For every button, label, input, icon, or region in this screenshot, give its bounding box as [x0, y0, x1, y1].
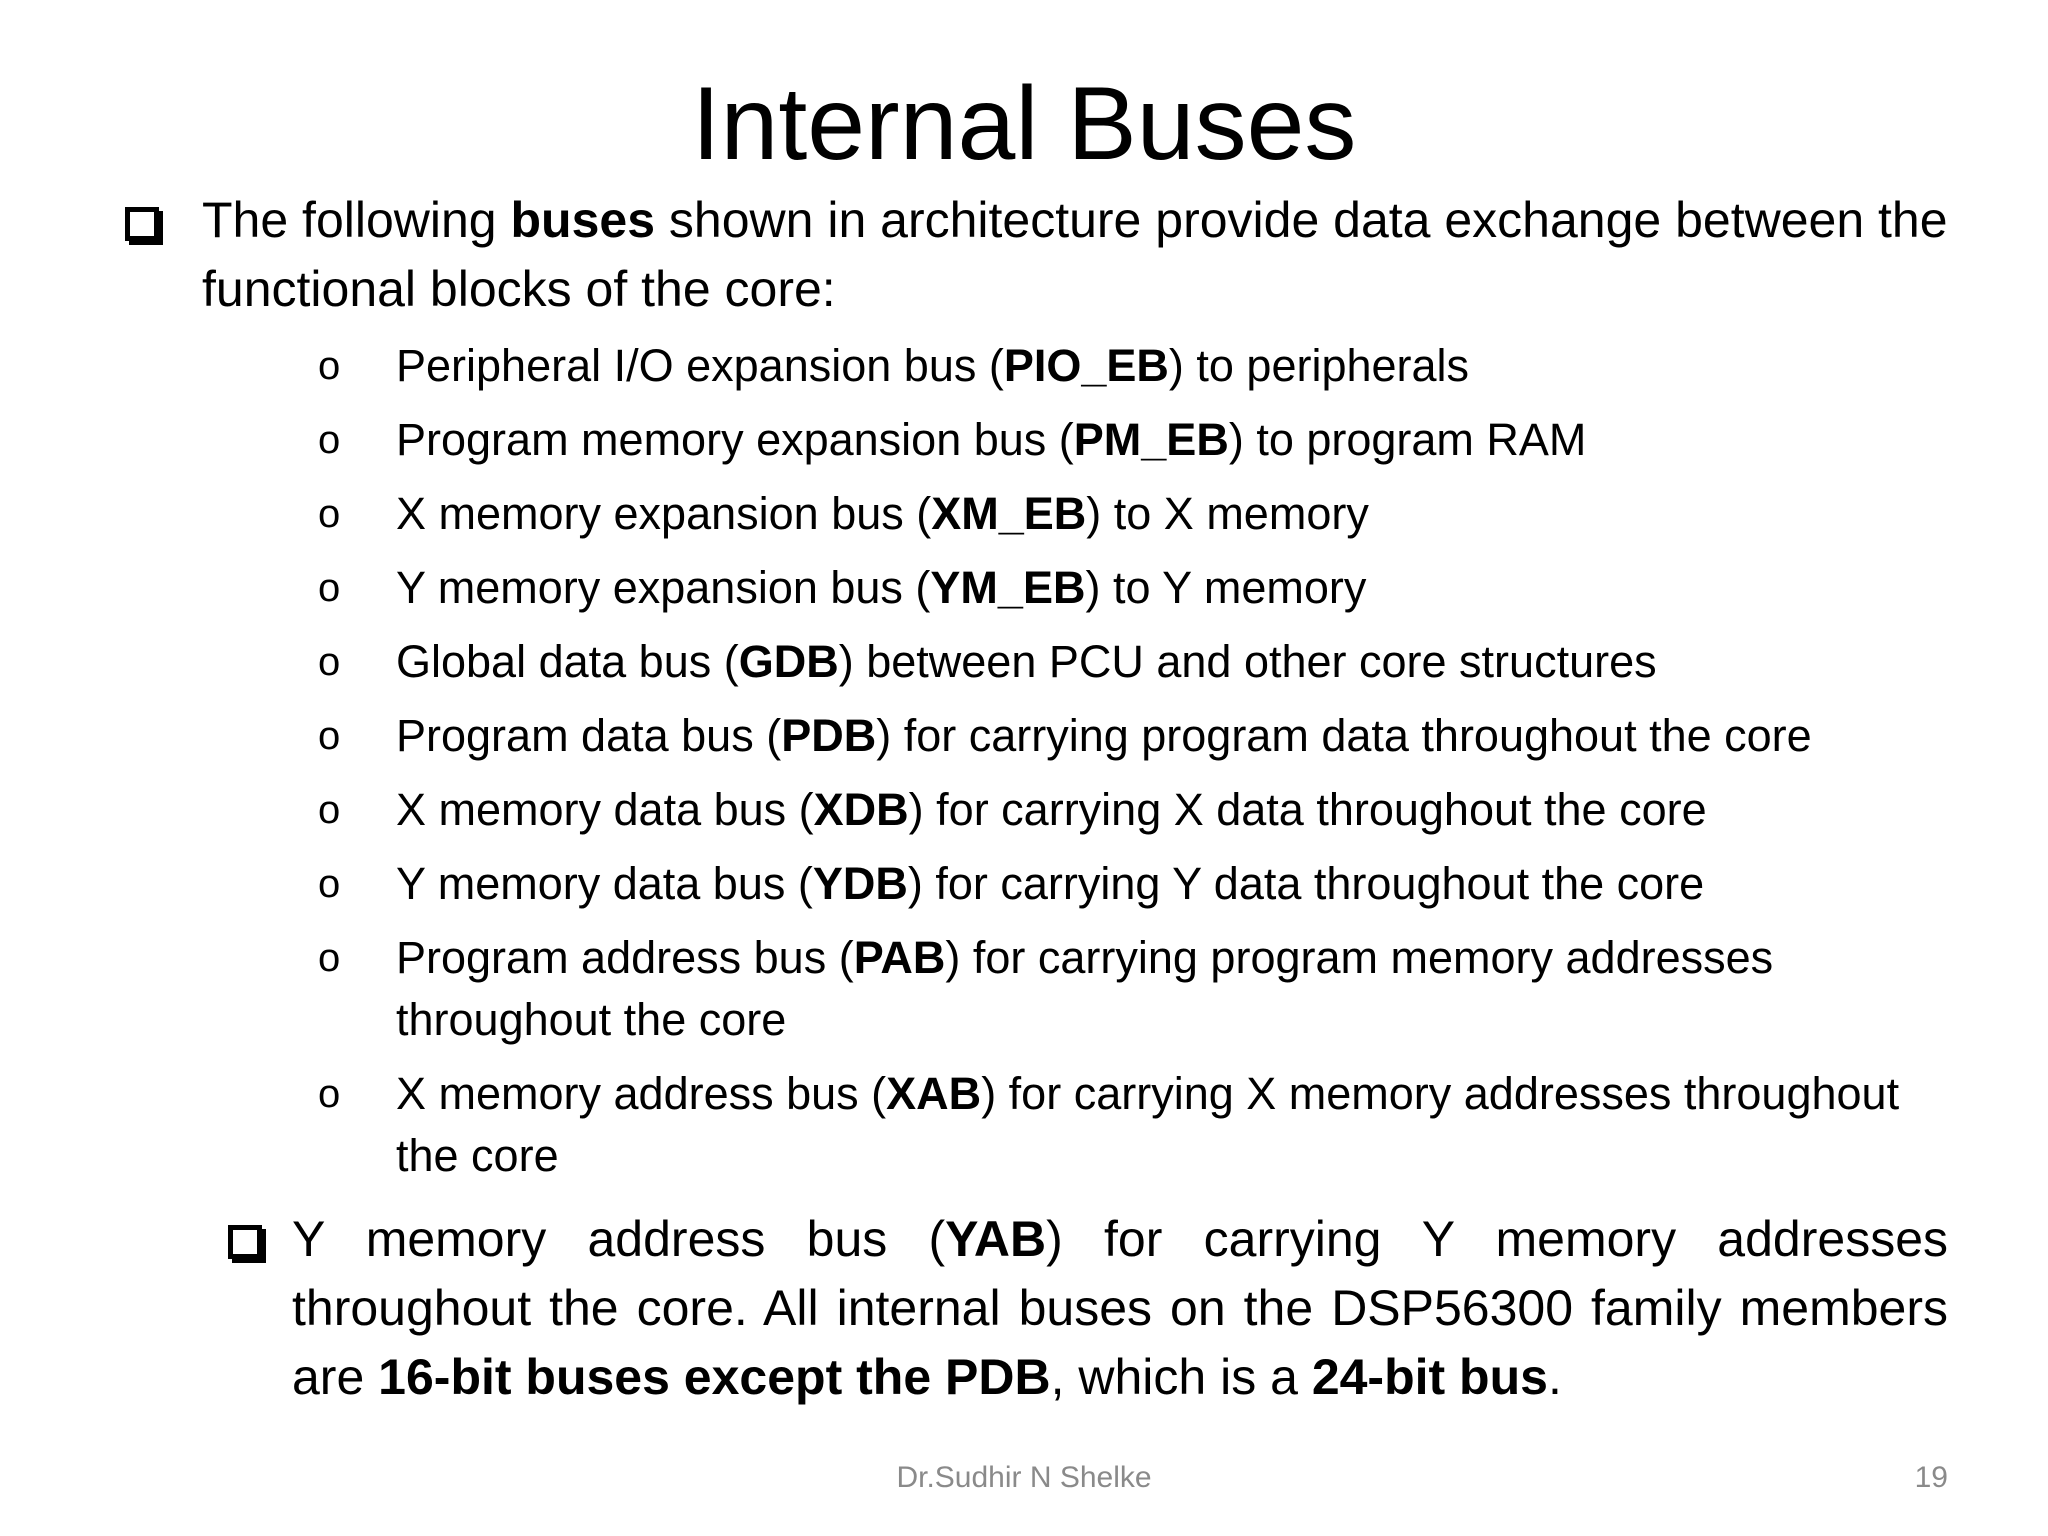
item-abbrev: PDB: [781, 710, 877, 761]
item-text: ) for carrying X data throughout the core: [908, 784, 1707, 835]
item-text: ) for carrying Y data throughout the core: [907, 858, 1705, 909]
intro-text-prefix: The following: [202, 192, 511, 248]
item-abbrev: XDB: [813, 784, 909, 835]
item-text: ) for carrying program memory addresses throughout the core: [396, 932, 1774, 1045]
page-number: 19: [1914, 1461, 1948, 1494]
item-abbrev: PM_EB: [1073, 414, 1229, 465]
item-text: Peripheral I/O expansion bus (: [396, 340, 1004, 391]
item-text: Program data bus (: [396, 710, 782, 761]
circle-bullet-icon: o: [318, 862, 341, 906]
item-abbrev: GDB: [738, 636, 839, 687]
circle-bullet-icon: o: [318, 418, 341, 462]
intro-text-bold: buses: [510, 192, 656, 248]
item-text: Y memory expansion bus (: [396, 562, 931, 613]
outro-text-part: Y memory address bus (: [292, 1211, 946, 1267]
item-text: ) to program RAM: [1228, 414, 1587, 465]
list-item: [318, 335, 1938, 397]
item-text: ) for carrying X memory addresses throughout the core: [396, 1068, 1900, 1181]
outro-text-part: ) for carrying Y memory addresses throughout the core. All internal buses on the DSP56300 family members are: [292, 1211, 1948, 1405]
item-text: ) for carrying program data throughout the core: [876, 710, 1812, 761]
list-item: [318, 705, 1938, 767]
item-text: Program address bus (: [396, 932, 854, 983]
item-text: X memory address bus (: [396, 1068, 887, 1119]
item-text: X memory expansion bus (: [396, 488, 932, 539]
item-abbrev: XM_EB: [931, 488, 1087, 539]
outro-paragraph: [228, 1205, 1948, 1412]
item-text: Global data bus (: [396, 636, 739, 687]
list-item: [318, 409, 1938, 471]
item-text: ) to Y memory: [1085, 562, 1367, 613]
item-text: ) to peripherals: [1168, 340, 1470, 391]
item-abbrev: PIO_EB: [1003, 340, 1169, 391]
intro-paragraph: [125, 186, 1955, 324]
outro-text-bold: 24-bit bus: [1311, 1349, 1548, 1405]
footer-author: Dr.Sudhir N Shelke: [896, 1461, 1152, 1494]
circle-bullet-icon: o: [318, 344, 341, 388]
list-item: [318, 631, 1938, 693]
slide-title: Internal Buses: [691, 66, 1357, 182]
item-text: Y memory data bus (: [396, 858, 813, 909]
intro-text-suffix: shown in architecture provide data exchange between the functional blocks of the core:: [202, 192, 1948, 317]
checkbox-bullet-icon: [228, 1225, 262, 1259]
intro-text: [202, 186, 1955, 324]
circle-bullet-icon: o: [318, 566, 341, 610]
item-abbrev: YM_EB: [930, 562, 1086, 613]
item-text: ) between PCU and other core structures: [838, 636, 1657, 687]
item-abbrev: YDB: [812, 858, 908, 909]
circle-bullet-icon: o: [318, 492, 341, 536]
outro-text-bold: 16-bit buses except the PDB: [378, 1349, 1051, 1405]
list-item: [318, 853, 1938, 915]
circle-bullet-icon: o: [318, 714, 341, 758]
circle-bullet-icon: o: [318, 936, 341, 980]
outro-text-part: , which is a: [1050, 1349, 1312, 1405]
list-item: [318, 927, 1938, 1051]
circle-bullet-icon: o: [318, 1072, 341, 1116]
item-text: Program memory expansion bus (: [396, 414, 1074, 465]
list-item: [318, 1063, 1938, 1187]
circle-bullet-icon: o: [318, 788, 341, 832]
list-item: [318, 483, 1938, 545]
item-text: ) to X memory: [1086, 488, 1369, 539]
outro-text-bold: YAB: [945, 1211, 1047, 1267]
list-item: [318, 779, 1938, 841]
list-item: [318, 557, 1938, 619]
circle-bullet-icon: o: [318, 640, 341, 684]
item-text: X memory data bus (: [396, 784, 814, 835]
outro-text: [292, 1205, 1948, 1412]
item-abbrev: PAB: [853, 932, 946, 983]
checkbox-bullet-icon: [125, 207, 159, 241]
item-abbrev: XAB: [886, 1068, 982, 1119]
bus-list: [318, 335, 1938, 1199]
outro-text-part: .: [1547, 1349, 1562, 1405]
